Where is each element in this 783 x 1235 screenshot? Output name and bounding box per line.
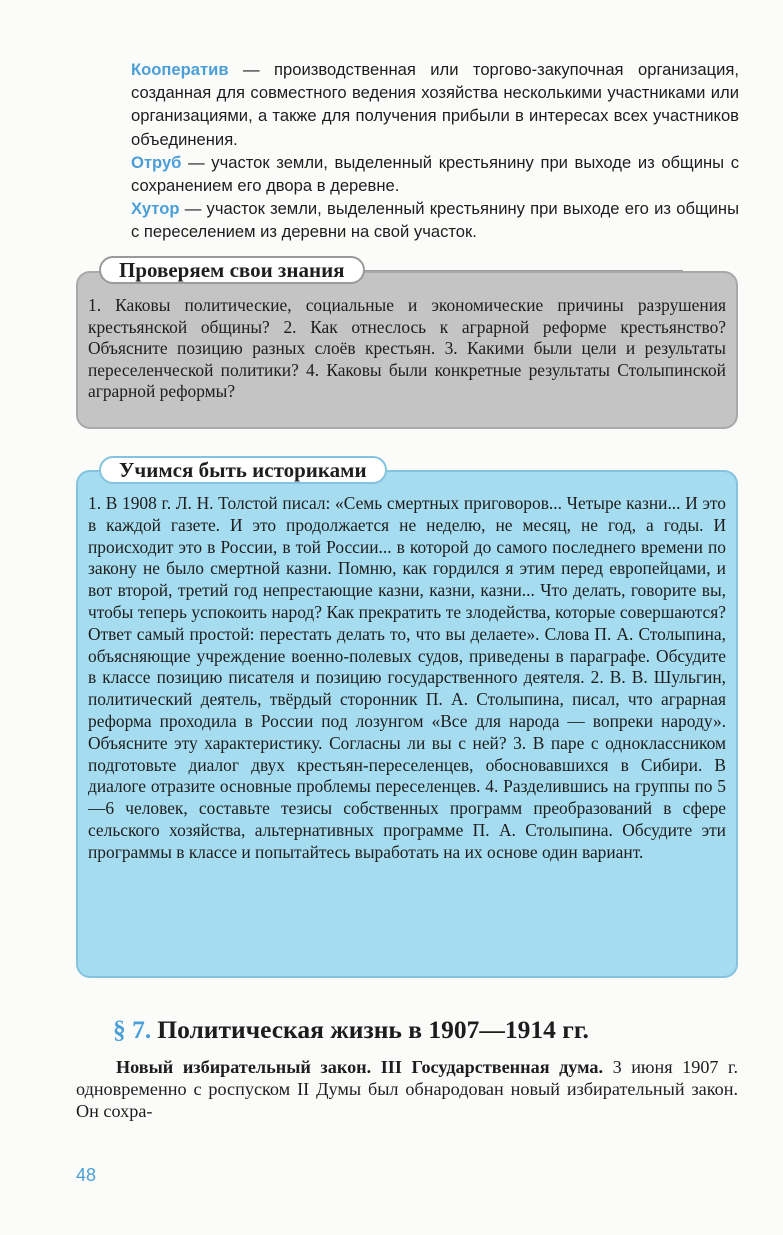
historians-box — [76, 470, 738, 978]
historians-tasks: 1. В 1908 г. Л. Н. Толстой писал: «Семь смертных приговоров... Четыре казни... И это в каждой газете. И это продолжается не неделю, не месяц, не год, а годы. И происходит это в России, в той России... в которой до самого последнего времени по закону не было смертной казни. Помню, как гордился я этим перед европейцами, и вот второй, третий год непрестающие казни, казни, казни... Что делать, говорите вы, чтобы теперь успокоить народ? Как прекратить те злодейства, которые совершаются? Ответ самый простой: перестать делать то, что вы делаете». Слова П. А. Столыпина, объясняющие учреждение военно-полевых судов, приведены в параграфе. Обсудите в классе позицию писателя и позицию государственного деятеля. 2. В. В. Шульгин, политический деятель, твёрдый сторонник П. А. Столыпина, писал, что аграрная реформа проходила в России под лозунгом «Все для народа — вопреки народу». Объясните эту характеристику. Согласны ли вы с ней? 3. В паре с одноклассником подготовьте диалог двух крестьян-переселенцев, обосновавшихся в Сибири. В диалоге отразите основные проблемы переселенцев. 4. Разделившись на группы по 5—6 человек, составьте тезисы собственных программ преобразований в сфере сельского хозяйства, альтернативных программе П. А. Столыпина. Обсудите эти программы в классе и попытайтесь выработать на их основе один вариант. — [88, 493, 726, 862]
check-knowledge-questions: 1. Каковы политические, социальные и экономические причины разрушения крестьянской общины? 2. Как отнеслось к аграрной реформе крестьянство? Объясните позицию разных слоёв крестьян. 3. Какими были цели и результаты переселенческой политики? 4. Каковы были конкретные результаты Столыпинской аграрной реформы? — [88, 295, 726, 402]
section-title: Политическая жизнь в 1907—1914 гг. — [157, 1015, 589, 1044]
page-number: 48 — [76, 1165, 97, 1185]
glossary-term: Кооператив — [131, 60, 229, 79]
glossary-definition: — участок земли, выделенный крестьянину при выходе его из общины с переселением из деревни на свой участок. — [131, 199, 739, 242]
glossary-term: Хутор — [131, 199, 180, 219]
glossary-term: Отруб — [131, 152, 182, 172]
glossary-definition: — участок земли, выделенный крестьянину при выходе из общины с сохранением его двора в деревне. — [131, 152, 739, 196]
glossary-entry — [131, 151, 739, 197]
section-paragraph — [76, 1056, 738, 1123]
glossary-definition: — производственная или торгово-закупочная организация, созданная для совместного ведения хозяйства несколькими участниками или организациями, а также для получения прибыли в интересах всех участников объединения. — [131, 60, 739, 149]
section-symbol: § 7. — [113, 1015, 152, 1044]
section-heading — [113, 1015, 753, 1045]
glossary-entry — [131, 58, 739, 151]
glossary-entry — [131, 197, 739, 243]
check-knowledge-box — [76, 271, 738, 429]
check-knowledge-heading: Проверяем свои знания — [99, 256, 365, 284]
glossary — [131, 58, 739, 244]
section-lead: Новый избирательный закон. III Государственная дума. — [116, 1057, 604, 1077]
section-body — [76, 1056, 738, 1123]
section-text: 3 июня 1907 г. одновременно с роспуском II Думы был обнародован новый избирательный закон. Он сохра- — [76, 1057, 738, 1122]
historians-heading: Учимся быть историками — [99, 456, 387, 484]
